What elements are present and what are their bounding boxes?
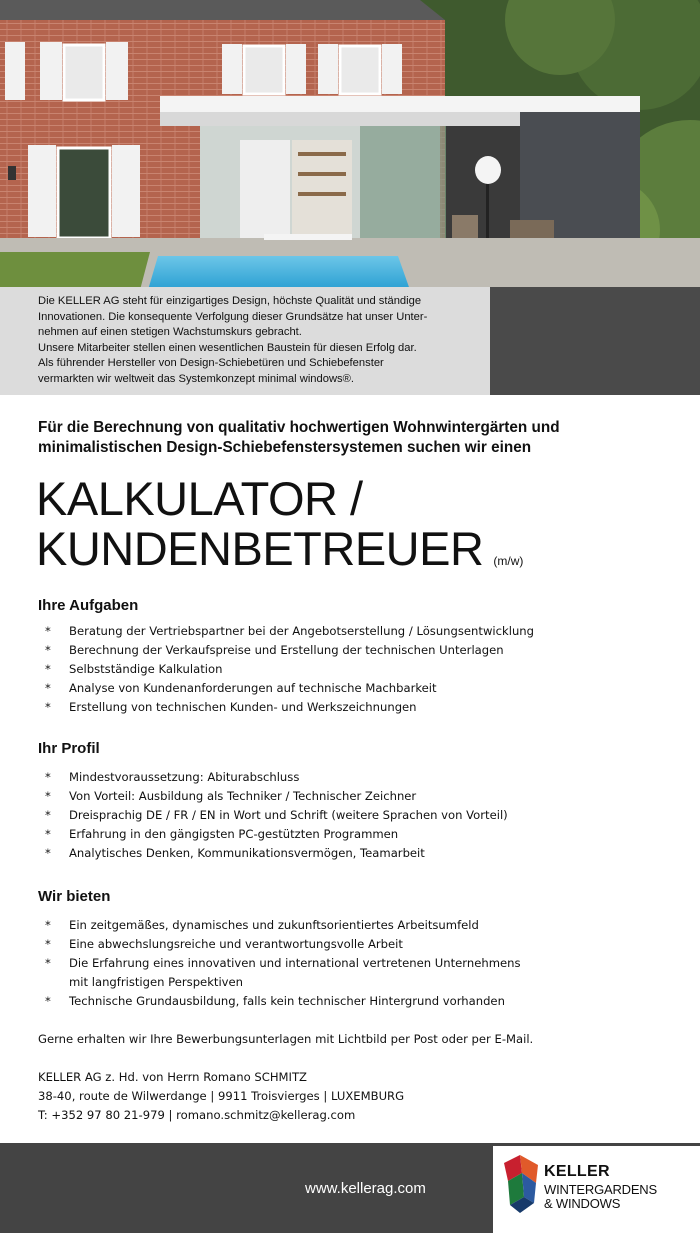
job-title-line-2: KUNDENBETREUER [36,522,484,575]
list-item-text: Beratung der Vertriebspartner bei der Angebotserstellung / Lösungsentwicklung [69,624,535,638]
brand-subtitle [544,1183,657,1211]
house-pool-photo [0,0,700,292]
job-title-line-1: KALKULATOR / [36,472,363,525]
intro-text [0,287,490,388]
lead-line-2: minimalistischen Design-Schiebefenstersystemen suchen wir einen [38,439,532,456]
list-item-text: Mindestvoraussetzung: Abiturabschluss [69,770,300,784]
list-item [45,916,675,935]
list-item-text-continued: mit langfristigen Perspektiven [69,975,244,989]
list-item [45,768,675,787]
asterisk-bullet-icon: * [45,956,51,970]
list-item-text: Selbstständige Kalkulation [69,662,223,676]
list-item-text: Erstellung von technischen Kunden- und Werkszeichnungen [69,700,417,714]
list-item [45,787,675,806]
list-item-text: Eine abwechslungsreiche und verantwortungsvolle Arbeit [69,937,403,951]
asterisk-bullet-icon: * [45,624,51,638]
bieten-list [45,916,675,1011]
lead-text [38,418,678,458]
list-item [45,806,675,825]
intro-dark-panel [490,287,700,395]
list-item-text: Erfahrung in den gängigsten PC-gestützten Programmen [69,827,399,841]
intro-line: Innovationen. Die konsequente Verfolgung dieser Grundsätze hat unser Unter- [38,310,428,323]
list-item [45,679,675,698]
list-item-text: Ein zeitgemäßes, dynamisches und zukunftsorientiertes Arbeitsumfeld [69,918,479,932]
asterisk-bullet-icon: * [45,918,51,932]
website-link[interactable]: www.kellerag.com [305,1180,426,1197]
list-item-text: Analytisches Denken, Kommunikationsvermögen, Teamarbeit [69,846,425,860]
asterisk-bullet-icon: * [45,994,51,1008]
intro-line: Als führender Hersteller von Design-Schiebetüren und Schiebefenster [38,357,384,370]
brand-name: KELLER [544,1163,610,1180]
list-item [45,622,675,641]
lead-line-1: Für die Berechnung von qualitativ hochwertigen Wohnwintergärten und [38,419,560,436]
list-item [45,641,675,660]
contact-name: KELLER AG z. Hd. von Herrn Romano SCHMITZ [38,1070,307,1084]
gender-suffix: (m/w) [493,554,524,568]
intro-line: Die KELLER AG steht für einzigartiges Design, höchste Qualität und ständige [38,295,422,307]
keller-cube-logo-icon [500,1153,542,1215]
list-item [45,698,675,717]
list-item-text: Die Erfahrung eines innovativen und international vertretenen Unternehmens [69,956,521,970]
section-heading-bieten: Wir bieten [38,888,111,905]
job-title [36,474,523,586]
section-heading-profil: Ihr Profil [38,740,100,757]
intro-line: nehmen auf einen stetigen Wachstumskurs gebracht. [38,326,302,339]
list-item [45,935,675,954]
asterisk-bullet-icon: * [45,789,51,803]
asterisk-bullet-icon: * [45,808,51,822]
asterisk-bullet-icon: * [45,643,51,657]
brand-subtitle-line-2: & WINDOWS [544,1196,621,1211]
list-item-text: Analyse von Kundenanforderungen auf technische Machbarkeit [69,681,437,695]
list-item-text: Berechnung der Verkaufspreise und Erstellung der technischen Unterlagen [69,643,504,657]
list-item [45,954,675,992]
list-item [45,825,675,844]
asterisk-bullet-icon: * [45,700,51,714]
asterisk-bullet-icon: * [45,937,51,951]
asterisk-bullet-icon: * [45,681,51,695]
intro-box [0,287,490,395]
aufgaben-list [45,622,675,717]
brand-subtitle-line-1: WINTERGARDENS [544,1182,657,1197]
contact-block [38,1068,678,1125]
closing-text: Gerne erhalten wir Ihre Bewerbungsunterlagen mit Lichtbild per Post oder per E-Mail. [38,1032,534,1046]
list-item-text: Dreisprachig DE / FR / EN in Wort und Schrift (weitere Sprachen von Vorteil) [69,808,508,822]
asterisk-bullet-icon: * [45,770,51,784]
list-item [45,660,675,679]
contact-phone-email[interactable]: T: +352 97 80 21-979 | romano.schmitz@kellerag.com [38,1108,356,1122]
list-item-text: Technische Grundausbildung, falls kein technischer Hintergrund vorhanden [69,994,505,1008]
intro-line: Unsere Mitarbeiter stellen einen wesentlichen Baustein für diesen Erfolg dar. [38,341,417,354]
intro-line: vermarkten wir weltweit das Systemkonzept minimal windows®. [38,372,354,385]
asterisk-bullet-icon: * [45,846,51,860]
hero-photo [0,0,700,292]
asterisk-bullet-icon: * [45,827,51,841]
list-item [45,992,675,1011]
list-item-text: Von Vorteil: Ausbildung als Techniker / Technischer Zeichner [69,789,417,803]
section-heading-aufgaben: Ihre Aufgaben [38,597,139,614]
profil-list [45,768,675,863]
list-item [45,844,675,863]
asterisk-bullet-icon: * [45,662,51,676]
contact-address: 38-40, route de Wilwerdange | 9911 Troisvierges | LUXEMBURG [38,1089,405,1103]
